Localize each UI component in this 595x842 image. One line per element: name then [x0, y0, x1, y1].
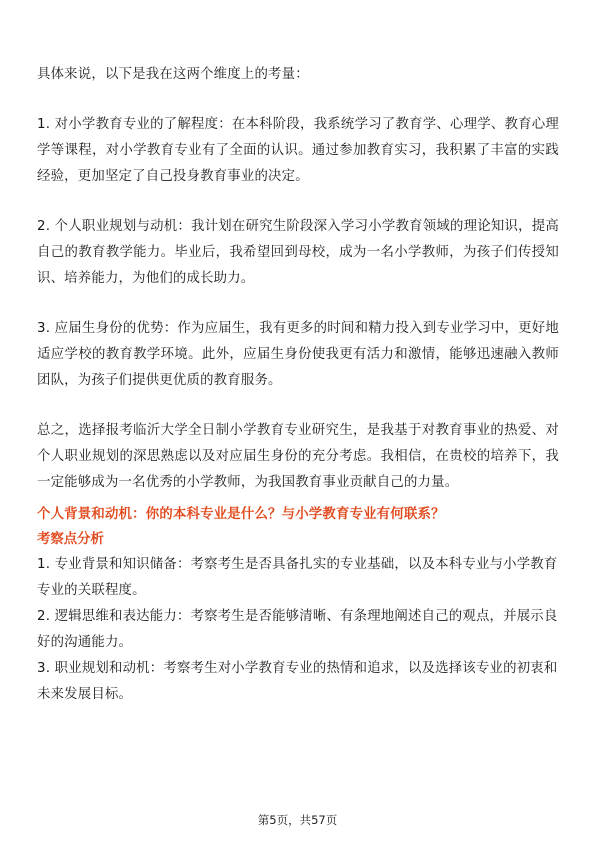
page-number-footer: 第5页，共57页 — [257, 813, 338, 827]
conclusion-paragraph: 总之，选择报考临沂大学全日制小学教育专业研究生，是我基于对教育事业的热爱、对个人职业规划的深思熟虑以及对应届生身份的充分考虑。我相信，在贵校的培养下，我一定能够成为一名优秀的小学教师，为我国教育事业贡献自己的力量。 — [37, 423, 559, 490]
analysis-title: 考察点分析 — [37, 532, 104, 547]
intro-paragraph: 具体来说，以下是我在这两个维度上的考量： — [37, 67, 309, 82]
point-paragraph-3: 3. 应届生身份的优势：作为应届生，我有更多的时间和精力投入到专业学习中，更好地适应学校的教育教学环境。此外，应届生身份使我更有活力和激情，能够迅速融入教师团队，为孩子们提供更优质的教育服务。 — [37, 321, 559, 388]
page-content — [37, 62, 559, 708]
point-paragraph-1: 1. 对小学教育专业的了解程度：在本科阶段，我系统学习了教育学、心理学、教育心理学等课程，对小学教育专业有了全面的认识。通过参加教育实习，我积累了丰富的实践经验，更加坚定了自己投身教育事业的决定。 — [37, 117, 559, 184]
analysis-item-1: 1. 专业背景和知识储备：考察考生是否具备扎实的专业基础，以及本科专业与小学教育专业的关联程度。 — [37, 557, 558, 598]
analysis-item-2: 2. 逻辑思维和表达能力：考察考生是否能够清晰、有条理地阐述自己的观点，并展示良好的沟通能力。 — [37, 609, 558, 650]
analysis-item-3: 3. 职业规划和动机：考察考生对小学教育专业的热情和追求，以及选择该专业的初衷和未来发展目标。 — [37, 661, 558, 702]
point-paragraph-2: 2. 个人职业规划与动机：我计划在研究生阶段深入学习小学教育领域的理论知识，提高自己的教育教学能力。毕业后，我希望回到母校，成为一名小学教师，为孩子们传授知识、培养能力，为他们的成长助力。 — [37, 219, 559, 286]
question-heading: 个人背景和动机：你的本科专业是什么？与小学教育专业有何联系？ — [37, 507, 445, 522]
